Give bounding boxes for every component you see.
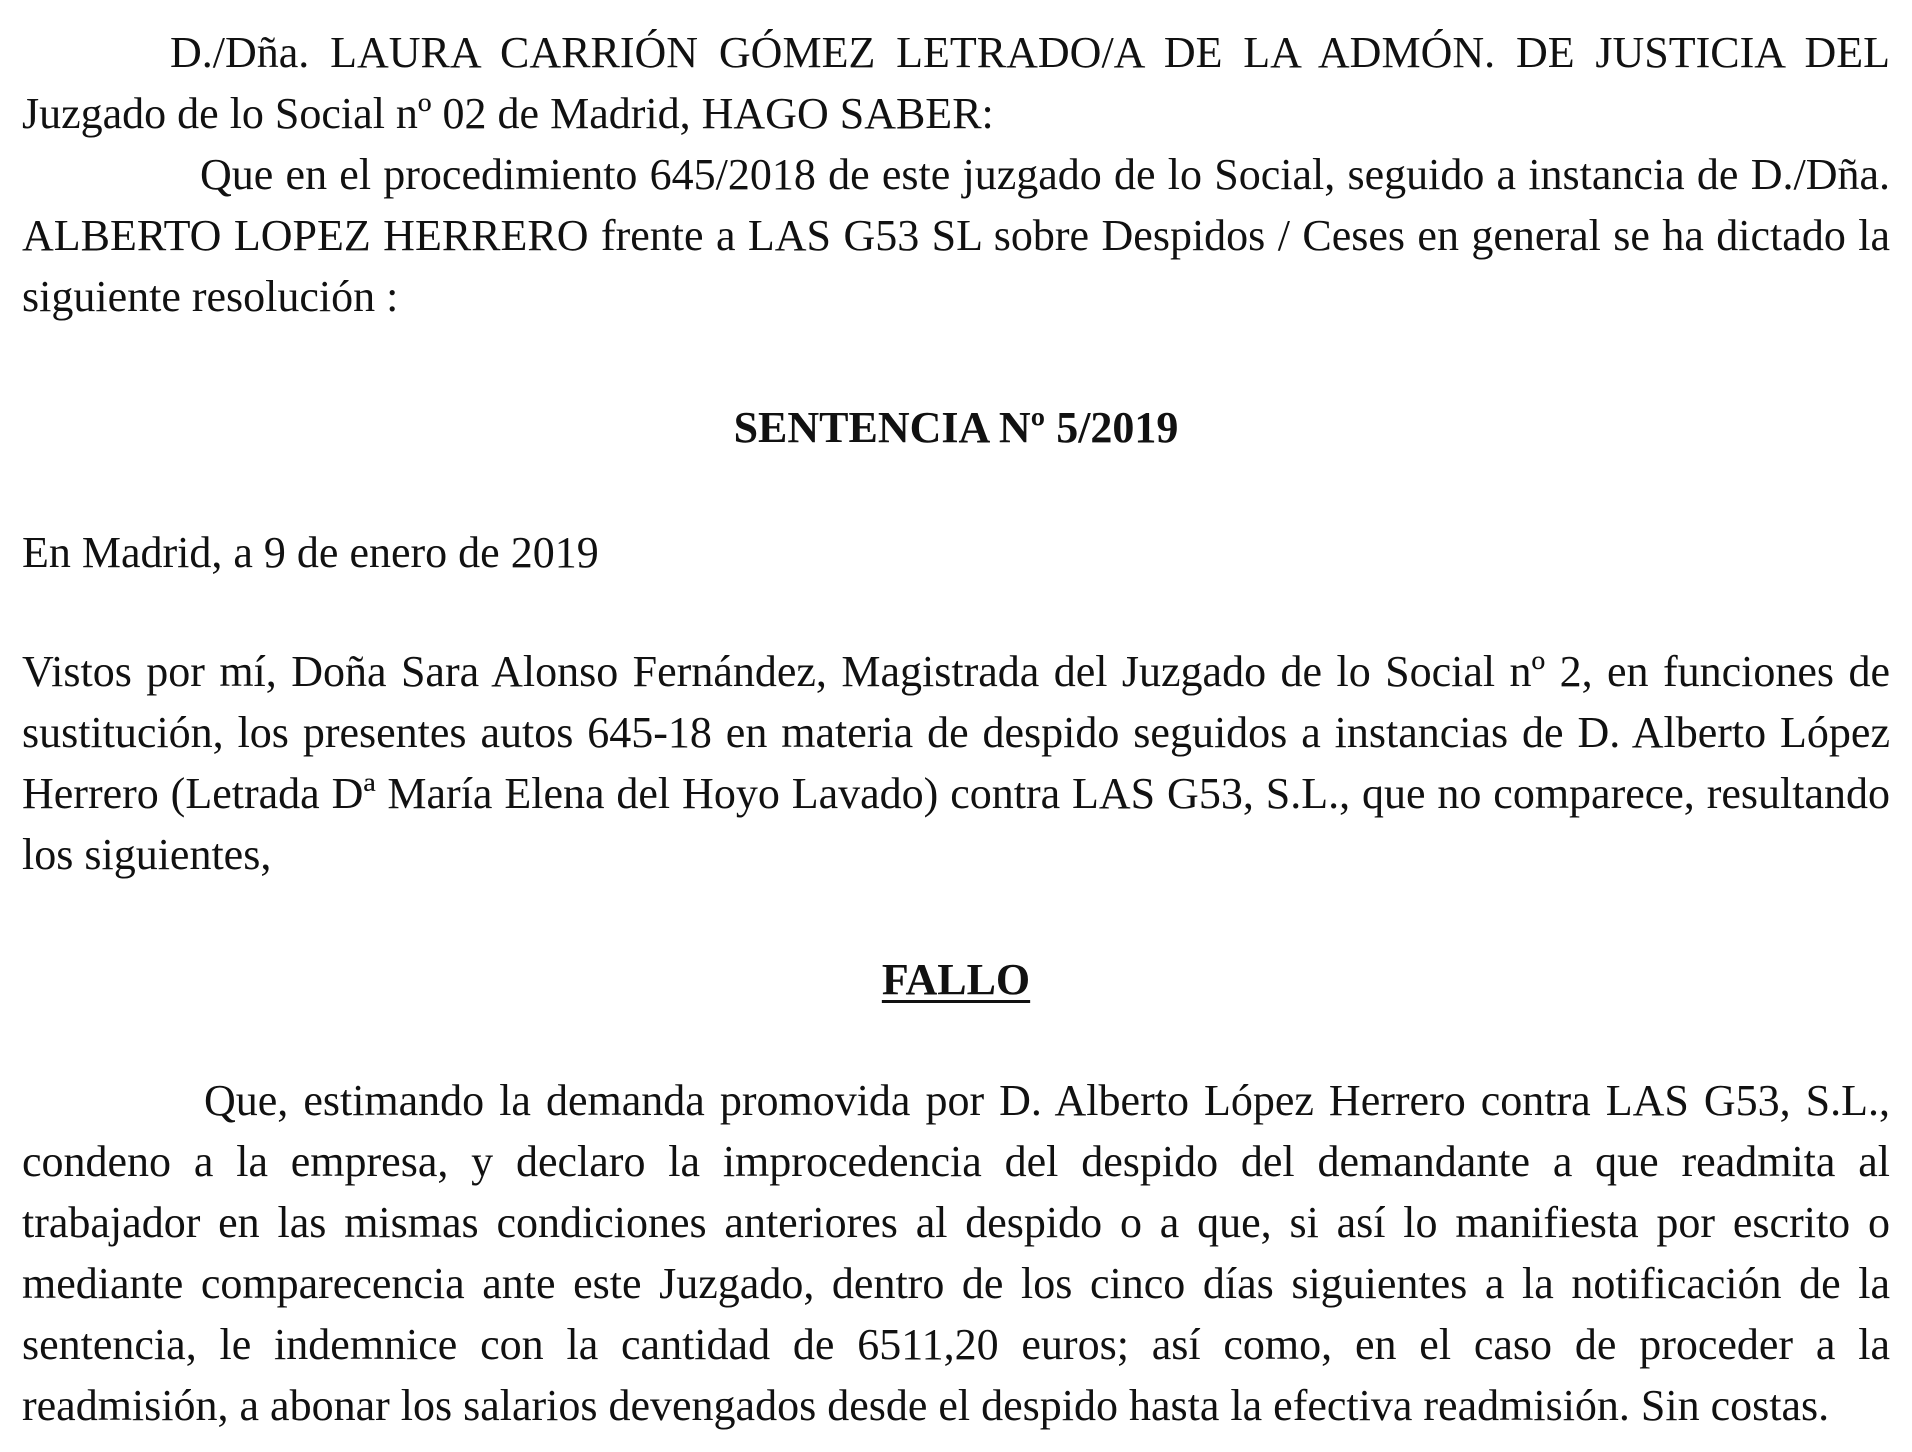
header-paragraph: D./Dña. LAURA CARRIÓN GÓMEZ LETRADO/A DE LA ADMÓN. DE JUSTICIA DEL Juzgado de lo Social nº 02 de Madrid, HAGO SABER:	[22, 28, 1890, 138]
vistos-paragraph: Vistos por mí, Doña Sara Alonso Fernández, Magistrada del Juzgado de lo Social nº 2, en funciones de sustitución, los presentes autos 645-18 en materia de despido seguidos a instancias de D. Alberto López Herrero (Letrada Dª María Elena del Hoyo Lavado) contra LAS G53, S.L., que no comparece, resultando los siguientes,	[22, 647, 1890, 879]
place-date: En Madrid, a 9 de enero de 2019	[22, 528, 599, 577]
document-page	[22, 22, 1890, 1436]
sentencia-title: SENTENCIA Nº 5/2019	[733, 403, 1179, 452]
fallo-title-text: FALLO	[881, 955, 1031, 1004]
procedure-paragraph: Que en el procedimiento 645/2018 de este juzgado de lo Social, seguido a instancia de D./Dña. ALBERTO LOPEZ HERRERO frente a LAS G53 SL sobre Despidos / Ceses en general se ha dictado la siguiente resolución :	[22, 150, 1890, 321]
fallo-paragraph: Que, estimando la demanda promovida por D. Alberto López Herrero contra LAS G53, S.L., condeno a la empresa, y declaro la improcedencia del despido del demandante a que readmita al trabajador en las mismas condiciones anteriores al despido o a que, si así lo manifiesta por escrito o mediante comparecencia ante este Juzgado, dentro de los cinco días siguientes a la notificación de la sentencia, le indemnice con la cantidad de 6511,20 euros; así como, en el caso de proceder a la readmisión, a abonar los salarios devengados desde el despido hasta la efectiva readmisión. Sin costas.	[22, 1076, 1890, 1430]
fallo-title	[22, 949, 1890, 1010]
